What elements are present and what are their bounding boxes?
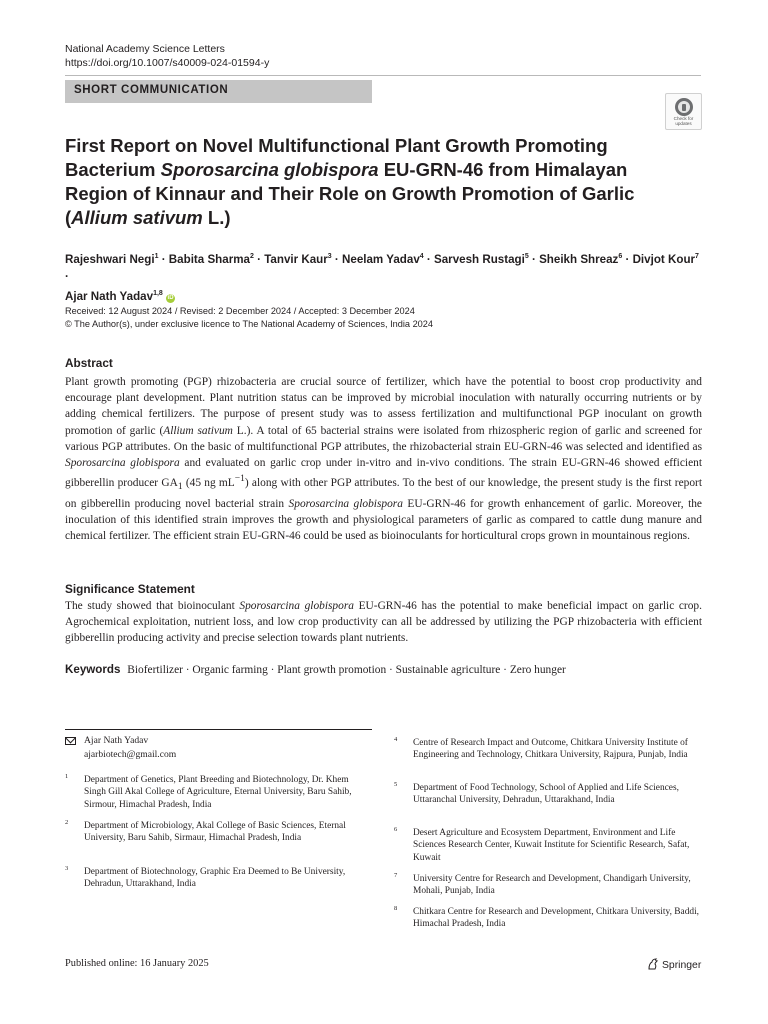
affiliation-item: 8 Chitkara Centre for Research and Development, Chitkara University, Baddi, Himachal Pradesh, India (394, 905, 700, 930)
affiliation-item: 5 Department of Food Technology, School of Applied and Life Sciences, Uttaranchal University, Dehradun, Uttarakhand, India (394, 781, 679, 806)
author[interactable]: Tanvir Kaur$^3$ (264, 252, 332, 266)
title-crop-latin: Allium sativum (71, 207, 203, 228)
author[interactable]: Divjot Kour$^7$ (632, 252, 699, 266)
corresponding-author: Ajar Nath Yadav (84, 735, 149, 746)
keywords (65, 662, 705, 678)
title-species: Sporosarcina globispora (160, 159, 379, 180)
author[interactable]: Neelam Yadav$^4$ (342, 252, 424, 266)
abstract-text: Plant growth promoting (PGP) rhizobacteria are crucial source of fertilizer, which have the potential to boost crop productivity and encourage plant development. Plant nutrition status can be improved by microbial inoculation with naturally occurring nutrients or by adding chemical fertilizers. The purpose of present study was to assess fertilization and multifunctional PGP inoculant on growth promotion of garlic (Allium sativum L.). A total of 65 bacterial strains were isolated from rhizospheric region of garlic and screened for various PGP attributes. On the basic of multifunctional PGP attributes, the rhizobacterial strain EU-GRN-46 was selected and identified as Sporosarcina globispora and evaluated on garlic crop under in-vitro and in-vivo conditions. The strain EU-GRN-46 showed efficient gibberellin producer $GA_1$ (45 ng $mL^{-1}$) along with other PGP attributes. To the best of our knowledge, the present study is the first report on gibberellin producing novel bacterial strain Sporosarcina globispora EU-GRN-46 for growth enhancement of garlic. Moreover, the inoculation of this identified strain improves the growth and physiological parameters of garlic as compared to cattle dung manure and chemical fertilizer. The efficient strain EU-GRN-46 could be used as bioinoculants for horticultural crops grown in mountainous regions. (65, 376, 703, 542)
journal-header (65, 42, 269, 70)
author[interactable]: Sheikh Shreaz$^6$ (539, 252, 623, 266)
abstract-heading: Abstract (65, 356, 113, 370)
badge-line-1: Check for (673, 116, 694, 121)
header-rule (65, 75, 701, 76)
publisher-logo (647, 958, 701, 971)
affiliations-rule (65, 729, 372, 730)
author[interactable]: Ajar Nath Yadav$^{1,8}$ (65, 289, 163, 303)
affiliation-item: 1 Department of Genetics, Plant Breeding and Biotechnology, Dr. Khem Singh Gill Akal College of Agriculture, Eternal University, Baru Sahib, Sirmour, Himachal Pradesh, India (65, 773, 352, 810)
affiliation-item: 3 Department of Biotechnology, Graphic Era Deemed to Be University, Dehradun, Uttarakhand, India (65, 865, 346, 890)
published-online: Published online: 16 January 2025 (65, 958, 209, 969)
author-list: Rajeshwari Negi$^1$ · Babita Sharma$^2$ · Tanvir Kaur$^3$ · Neelam Yadav$^4$ · Sarvesh Rustagi$^5$ · Sheikh Shreaz$^6$ · Divjot Kour$^7$ · Ajar Nath Yadav$^{1,8}$ iD (65, 252, 699, 303)
author[interactable]: Rajeshwari Negi$^1$ (65, 252, 159, 266)
affiliation-item: 4 Centre of Research Impact and Outcome, Chitkara University Institute of Engineering and Technology, Chitkara University, Rajpura, Punjab, India (394, 736, 688, 761)
orcid-icon[interactable]: iD (167, 294, 174, 301)
author[interactable]: Sarvesh Rustagi$^5$ (434, 252, 529, 266)
copyright-line: © The Author(s), under exclusive licence to The National Academy of Sciences, India 2024 (65, 319, 434, 329)
publisher-name: Springer (662, 960, 702, 971)
springer-horse-icon (647, 958, 659, 970)
badge-line-2: updates (675, 121, 692, 126)
affiliation-item: 7 University Centre for Research and Development, Chandigarh University, Mohali, Punjab, India (394, 872, 691, 897)
check-for-updates-badge[interactable] (665, 93, 702, 130)
article-title: First Report on Novel Multifunctional Plant Growth Promoting Bacterium Sporosarcina globispora EU-GRN-46 from Himalayan Region of Kinnaur and Their Role on Growth Promotion of Garlic (Allium sativum L.) (65, 135, 635, 228)
correspondence (84, 734, 176, 762)
author[interactable]: Babita Sharma$^2$ (168, 252, 254, 266)
article-dates (65, 305, 433, 331)
significance-heading: Significance Statement (65, 582, 195, 596)
affiliation-item: 6 Desert Agriculture and Ecosystem Department, Environment and Life Sciences Research Center, Kuwait Institute for Scientific Research, Safat, Kuwait (394, 826, 690, 863)
doi-link[interactable]: https://doi.org/10.1007/s40009-024-01594-y (65, 57, 270, 69)
significance-text: The study showed that bioinoculant Sporosarcina globispora EU-GRN-46 has the potential to make beneficial impact on garlic crop. Agrochemical exploitation, nutrient loss, and low crop productivity can all be addressed by utilizing the PGP rhizobacteria with efficient gibberellin producing activity and precise selection towards plant nutrients. (65, 600, 702, 645)
category-banner (65, 80, 372, 103)
corresponding-email[interactable]: ajarbiotech@gmail.com (84, 749, 177, 760)
affiliation-item: 2 Department of Microbiology, Akal College of Basic Sciences, Eternal University, Baru Sahib, Sirmaur, Himachal Pradesh, India (65, 819, 346, 844)
keywords-label: Keywords (65, 663, 121, 676)
journal-name: National Academy Science Letters (65, 43, 225, 55)
article-history: Received: 12 August 2024 / Revised: 2 December 2024 / Accepted: 3 December 2024 (65, 306, 415, 316)
check-updates-icon (675, 98, 693, 116)
keywords-list: Biofertilizer · Organic farming · Plant growth promotion · Sustainable agriculture · Zero hunger (127, 664, 566, 676)
category-label: SHORT COMMUNICATION (74, 84, 229, 96)
envelope-icon (65, 737, 76, 745)
